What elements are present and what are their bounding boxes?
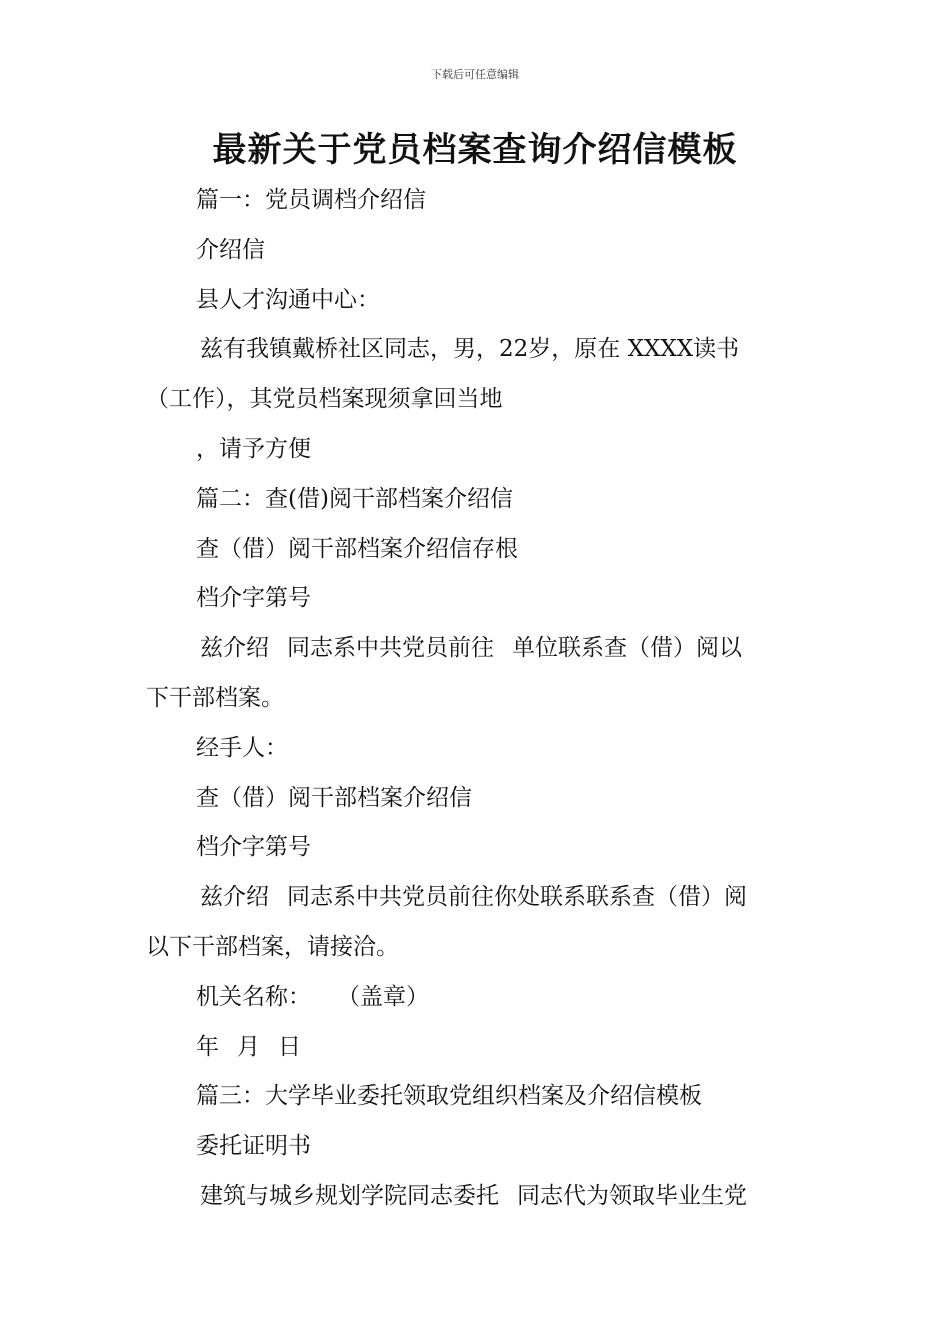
org-name-label: 机关名称： [196,983,311,1010]
file-number: 档介字第号 [196,834,311,861]
text-segment: 同志系中共党员前往你处联系联系查（借）阅 [287,884,747,911]
section-heading-1: 篇一：党员调档介绍信 [196,187,426,213]
month-label: 月 [237,1033,260,1060]
text-segment: 同志系中共党员前往 [287,635,494,662]
letter-heading: 查（借）阅干部档案介绍信 [196,784,472,811]
text-segment: 兹介绍 [200,635,269,662]
text-segment: 同志代为领取毕业生党 [517,1182,747,1209]
page-header-note: 下载后可任意编辑 [431,68,519,81]
paragraph-line [146,624,810,674]
date-line [146,1023,810,1073]
section-heading-3: 篇三：大学毕业委托领取党组织档案及介绍信模板 [196,1083,702,1110]
seal-label: （盖章） [337,983,429,1010]
paragraph-line: 以下干部档案，请接洽。 [146,933,399,960]
year-label: 年 [196,1033,219,1060]
day-label: 日 [278,1033,301,1060]
paragraph-line: ，请予方便 [196,435,311,462]
letter-heading: 介绍信 [196,236,265,263]
paragraph-line: 兹有我镇戴桥社区同志，男，22岁，原在 XXXX读书 [200,336,740,363]
paragraph-line: 下干部档案。 [146,684,284,711]
document-body [146,176,810,1222]
organization-name-line [146,973,810,1023]
file-number: 档介字第号 [196,585,311,612]
salutation: 县人才沟通中心： [196,286,380,313]
stub-heading: 查（借）阅干部档案介绍信存根 [196,535,518,562]
paragraph-line: （工作），其党员档案现须拿回当地 [146,386,503,413]
handler-label: 经手人： [196,734,288,761]
text-segment: 单位联系查（借）阅以 [512,635,742,662]
text-segment: 建筑与城乡规划学院同志委托 [200,1182,499,1209]
text-segment: 兹介绍 [200,884,269,911]
document-title: 最新关于党员档案查询介绍信模板 [212,130,738,170]
paragraph-line [146,1172,810,1222]
paragraph-line [146,873,810,923]
section-heading-2: 篇二：查(借)阅干部档案介绍信 [196,485,513,512]
certificate-heading: 委托证明书 [196,1133,311,1160]
